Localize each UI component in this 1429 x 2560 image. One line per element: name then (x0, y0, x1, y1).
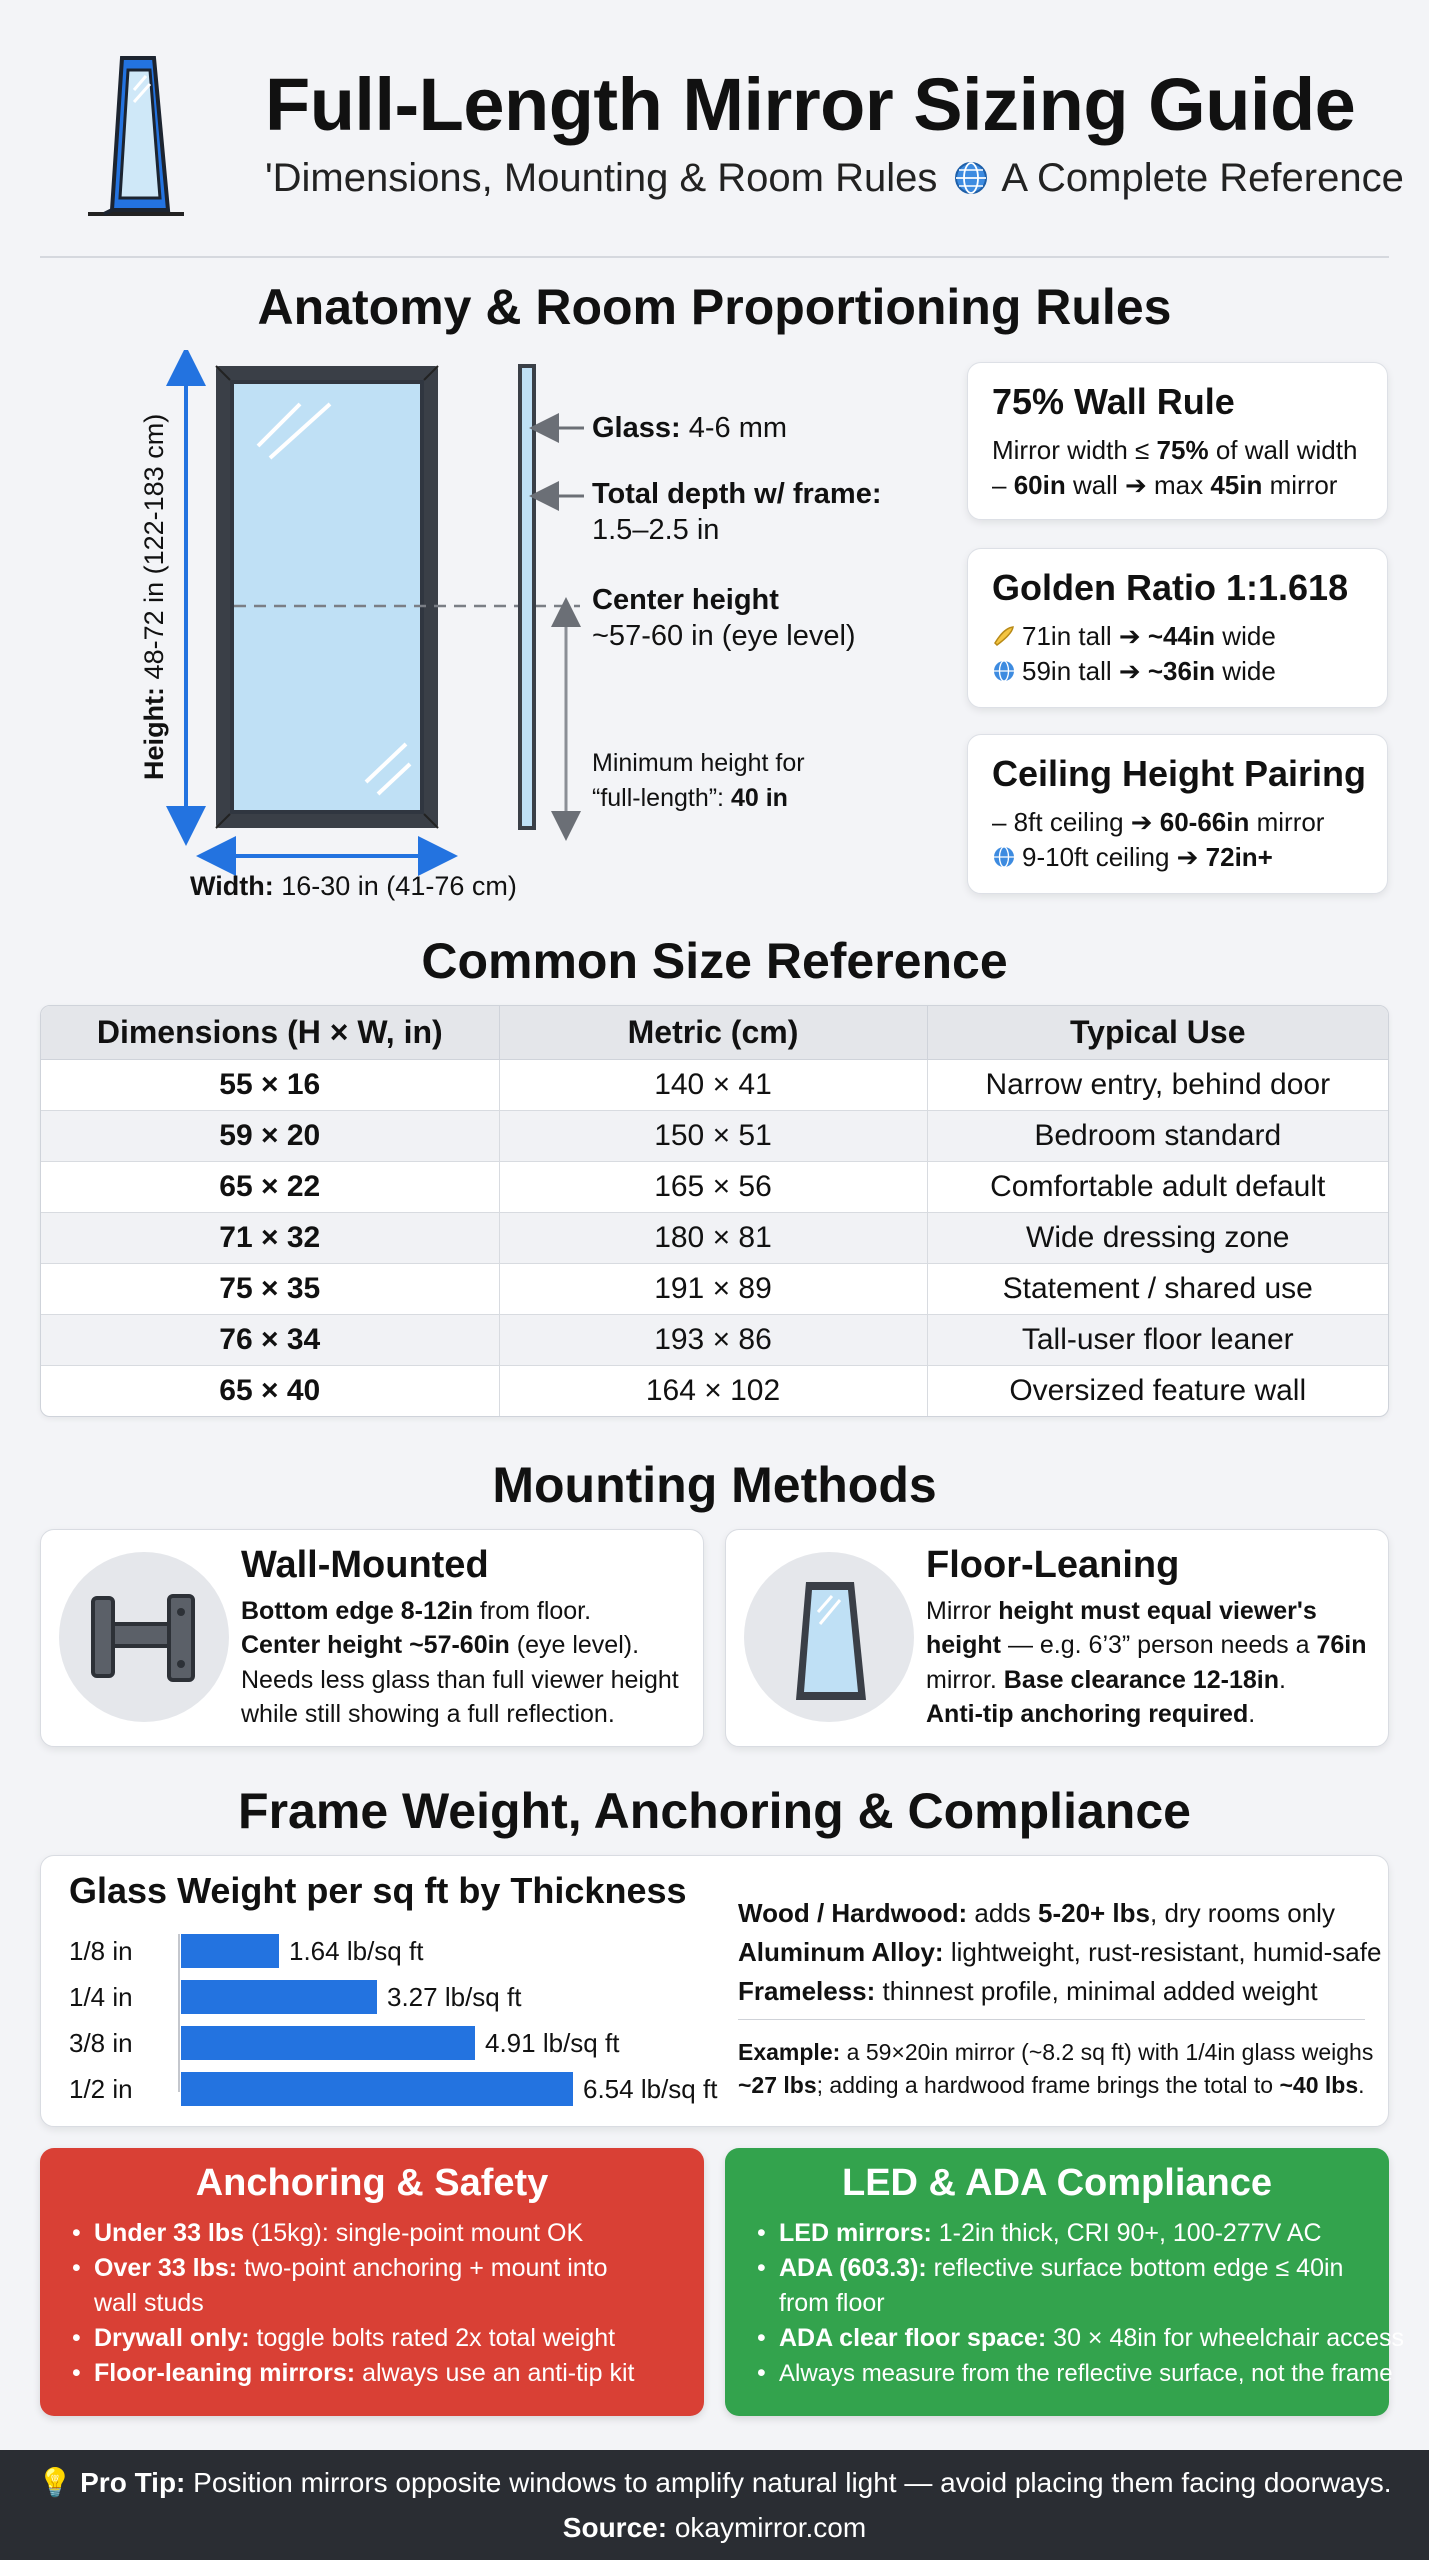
rule-line: – 8ft ceiling ➔ 60-66in mirror (992, 807, 1325, 837)
rule-title: Golden Ratio 1:1.618 (992, 567, 1349, 608)
bar-row (69, 1980, 729, 2014)
list-item: • Under 33 lbs (15kg): single-point mount OK (72, 2216, 692, 2251)
ruler-icon (992, 624, 1016, 648)
header (0, 0, 1429, 258)
subtitle-right: A Complete Reference (1001, 156, 1404, 200)
column-header: Metric (cm) (499, 1006, 927, 1059)
anchoring-safety-card (40, 2148, 704, 2416)
footer (0, 2450, 1429, 2560)
anatomy-section-title: Anatomy & Room Proportioning Rules (257, 279, 1172, 335)
bar-value-label: 4.91 lb/sq ft (485, 2028, 620, 2058)
card-title: Floor-Leaning (926, 1544, 1180, 1586)
material-line: Wood / Hardwood: adds 5-20+ lbs, dry rooms only (738, 1898, 1335, 1928)
subtitle-left: 'Dimensions, Mounting & Room Rules (265, 156, 938, 200)
material-line: Aluminum Alloy: lightweight, rust-resistant, humid-safe (738, 1937, 1382, 1967)
chart-title: Glass Weight per sq ft by Thickness (69, 1870, 687, 1911)
minimum-height-label: Minimum height for “full-length”: 40 in (592, 749, 805, 812)
page-title: Full-Length Mirror Sizing Guide (265, 63, 1356, 146)
table-row (41, 1161, 1388, 1212)
metric-cell: 165 × 56 (499, 1161, 927, 1212)
globe-icon (992, 659, 1016, 683)
frame-materials (738, 1894, 1382, 2011)
bar-category-label: 1/2 in (69, 2074, 133, 2104)
width-label: Width: 16-30 in (41-76 cm) (190, 871, 517, 901)
wall-bracket-icon (59, 1552, 229, 1722)
rule-line: 59in tall ➔ ~36in wide (992, 654, 1363, 689)
size-reference-table (40, 1005, 1389, 1417)
bar (181, 1980, 377, 2014)
mounting-section-title: Mounting Methods (492, 1457, 937, 1513)
metric-cell: 164 × 102 (499, 1365, 927, 1416)
bar-category-label: 1/4 in (69, 1982, 133, 2012)
bar-category-label: 1/8 in (69, 1936, 133, 1966)
typical-use-cell: Comfortable adult default (927, 1161, 1388, 1212)
table-row (41, 1110, 1388, 1161)
material-line: Frameless: thinnest profile, minimal added weight (738, 1976, 1318, 2006)
icon-circle (744, 1552, 914, 1722)
bar-category-label: 3/8 in (69, 2028, 133, 2058)
metric-cell: 140 × 41 (499, 1059, 927, 1110)
icon-circle (59, 1552, 229, 1722)
table-row (41, 1059, 1388, 1110)
weight-card (40, 1855, 1389, 2127)
list-item: • Drywall only: toggle bolts rated 2x total weight (72, 2321, 692, 2356)
page-subtitle (265, 156, 1404, 201)
bar (181, 2026, 475, 2060)
rule-title: 75% Wall Rule (992, 381, 1235, 422)
weight-section-title: Frame Weight, Anchoring & Compliance (238, 1783, 1191, 1839)
rule-card-ceiling-height (967, 734, 1388, 894)
card-title: Wall-Mounted (241, 1544, 489, 1586)
header-divider (40, 256, 1389, 258)
rule-line: Mirror width ≤ 75% of wall width (992, 435, 1358, 465)
divider (738, 2019, 1365, 2020)
dimensions-cell: 75 × 35 (41, 1263, 499, 1314)
metric-cell: 150 × 51 (499, 1110, 927, 1161)
rule-line: 71in tall ➔ ~44in wide (992, 619, 1363, 654)
bar-value-label: 6.54 lb/sq ft (583, 2074, 718, 2104)
globe-icon (953, 160, 989, 196)
card-body: Mirror height must equal viewer's height — e.g. 6’3” person needs a 76in mirror. Base clearance 12-18in. Anti-tip anchoring required. (926, 1597, 1367, 1728)
glass-thickness-label: Glass: 4-6 mm (592, 412, 788, 444)
floor-leaning-card (725, 1529, 1389, 1747)
pro-tip: 💡 Pro Tip: Position mirrors opposite windows to amplify natural light — avoid placing them facing doorways. (37, 2467, 1392, 2498)
rule-card-wall-rule (967, 362, 1388, 520)
table-header-row (41, 1006, 1388, 1059)
globe-icon (992, 845, 1016, 869)
rule-card-golden-ratio (967, 548, 1388, 708)
table-row (41, 1263, 1388, 1314)
height-label: Height: 48-72 in (122-183 cm) (139, 413, 170, 780)
bar-value-label: 1.64 lb/sq ft (289, 1936, 424, 1966)
typical-use-cell: Oversized feature wall (1009, 1373, 1307, 1407)
column-header: Typical Use (927, 1006, 1388, 1059)
list-item: • LED mirrors: 1-2in thick, CRI 90+, 100-277V AC (757, 2216, 1377, 2251)
typical-use-cell: Statement / shared use (927, 1263, 1388, 1314)
bar (181, 1934, 279, 1968)
typical-use-cell: Tall-user floor leaner (927, 1314, 1388, 1365)
source: Source: okaymirror.com (562, 2512, 867, 2543)
card-title: LED & ADA Compliance (841, 2162, 1272, 2204)
typical-use-cell: Wide dressing zone (927, 1212, 1388, 1263)
dimensions-cell: 59 × 20 (41, 1110, 499, 1161)
list-item: • Over 33 lbs: two-point anchoring + mount into wall studs (72, 2251, 692, 2321)
list-item: • ADA clear floor space: 30 × 48in for wheelchair access (757, 2321, 1377, 2356)
weight-example: Example: a 59×20in mirror (~8.2 sq ft) with 1/4in glass weighs ~27 lbs; adding a hardwood frame brings the total to ~40 lbs. (738, 2039, 1374, 2098)
sizes-section-title: Common Size Reference (421, 933, 1008, 989)
column-header: Dimensions (H × W, in) (41, 1006, 499, 1059)
rule-line: 9-10ft ceiling ➔ 72in+ (992, 840, 1363, 875)
center-height-label: Center height ~57-60 in (eye level) (592, 584, 856, 653)
metric-cell: 180 × 81 (499, 1212, 927, 1263)
table-row (41, 1365, 1388, 1416)
dimensions-cell: 65 × 22 (41, 1161, 499, 1212)
bar-value-label: 3.27 lb/sq ft (387, 1982, 522, 2012)
lightbulb-icon: 💡 (37, 2467, 73, 2498)
card-title: Anchoring & Safety (195, 2162, 549, 2204)
dimensions-cell: 65 × 40 (41, 1365, 499, 1416)
wall-mounted-card (40, 1529, 704, 1747)
bar (181, 2072, 573, 2106)
typical-use-cell: Bedroom standard (927, 1110, 1388, 1161)
metric-cell: 193 × 86 (499, 1314, 927, 1365)
table-row (41, 1212, 1388, 1263)
mirror-logo-icon (84, 50, 184, 220)
dimensions-cell: 55 × 16 (41, 1059, 499, 1110)
list-item: • Floor-leaning mirrors: always use an anti-tip kit (72, 2356, 692, 2391)
list-item: • Always measure from the reflective surface, not the frame (757, 2356, 1377, 2391)
dimensions-cell: 76 × 34 (41, 1314, 499, 1365)
leaning-mirror-icon (744, 1552, 914, 1722)
typical-use-cell: Narrow entry, behind door (927, 1059, 1388, 1110)
rule-title: Ceiling Height Pairing (992, 753, 1367, 794)
total-depth-label: Total depth w/ frame: 1.5–2.5 in (592, 478, 882, 547)
card-body: Bottom edge 8-12in from floor. Center height ~57-60in (eye level). Needs less glass than full viewer height while still showing a full reflection. (241, 1597, 679, 1728)
metric-cell: 191 × 89 (499, 1263, 927, 1314)
bar-row (69, 2072, 729, 2106)
bar-row (69, 1934, 729, 1968)
rule-line: – 60in wall ➔ max 45in mirror (992, 470, 1338, 501)
bar-row (69, 2026, 729, 2060)
dimensions-cell: 71 × 32 (41, 1212, 499, 1263)
led-ada-compliance-card (725, 2148, 1405, 2416)
table-row (41, 1314, 1388, 1365)
mirror-anatomy-diagram (130, 350, 960, 920)
list-item: • ADA (603.3): reflective surface bottom edge ≤ 40in from floor (757, 2251, 1377, 2321)
